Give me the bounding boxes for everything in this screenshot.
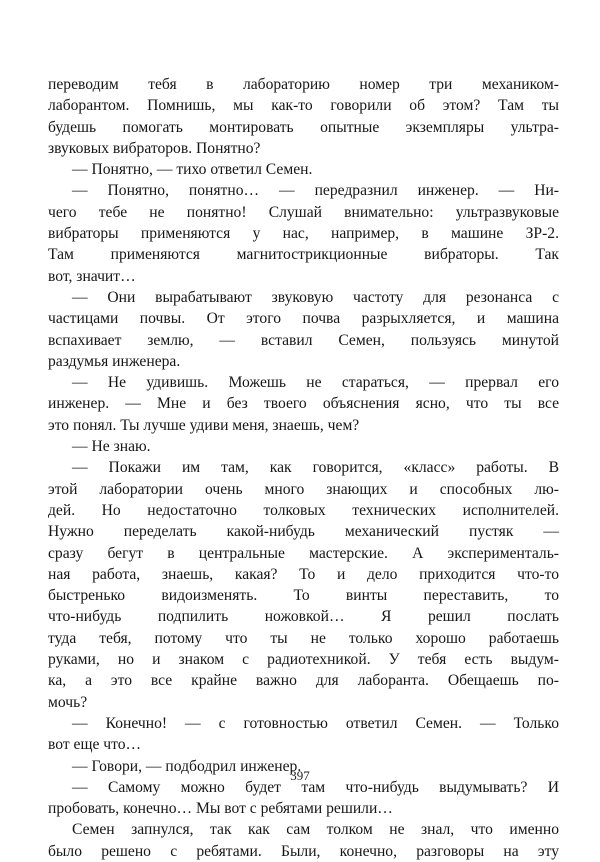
text-line: — Понятно, понятно… — передразнил инженер. — Ни- <box>72 182 559 200</box>
text-line: Там применяются магнитострикционные вибраторы. Так <box>48 246 559 264</box>
text-line: частицами почвы. От этого почва разрыхляется, и машина <box>48 310 559 328</box>
text-line: будешь помогать монтировать опытные экземпляры ультра- <box>48 118 559 136</box>
text-line: Семен запнулся, так как сам толком не знал, что именно <box>72 821 559 839</box>
text-line: переводим тебя в лабораторию номер три механиком- <box>48 76 559 93</box>
text-line: было решено с ребятами. Были, конечно, разговоры на эту <box>48 842 559 860</box>
text-line: быстренько видоизменять. То винты переставить, то <box>48 587 559 605</box>
text-line: — Говори, — подбодрил инженер. <box>72 757 302 775</box>
text-line: руками, но и знаком с радиотехникой. У тебя есть выдум- <box>48 651 559 669</box>
text-line: — Конечно! — с готовностью ответил Семен. — Только <box>72 714 559 732</box>
text-line: инженер. — Мне и без твоего объяснения ясно, что ты все <box>48 395 559 413</box>
page-number: 397 <box>290 768 310 783</box>
text-line: мочь? <box>48 693 88 711</box>
text-line: сразу бегут в центральные мастерские. А эксперименталь- <box>48 544 559 562</box>
text-line: ка, а это все крайне важно для лаборанта. Обещаешь по- <box>48 672 559 690</box>
text-line: Нужно переделать какой-нибудь механический пустяк — <box>48 523 559 541</box>
body-text <box>48 74 559 862</box>
text-line: вибраторы применяются у нас, например, в машине ЗР-2. <box>48 225 559 243</box>
text-line: это понял. Ты лучше удиви меня, знаешь, чем? <box>48 416 360 434</box>
text-line: вот, значит… <box>48 267 136 285</box>
text-line: звуковых вибраторов. Понятно? <box>48 139 261 157</box>
text-line: чего тебе не понятно! Слушай внимательно: ультразвуковые <box>48 203 559 221</box>
text-line: вспахивает землю, — вставил Семен, пользуясь минутой <box>48 331 559 349</box>
text-line: лаборантом. Помнишь, мы как-то говорили об этом? Там ты <box>48 97 559 115</box>
text-line: — Покажи им там, как говорится, «класс» работы. В <box>72 459 559 477</box>
text-line: пробовать, конечно… Мы вот с ребятами решили… <box>48 800 393 818</box>
text-line: — Не удивишь. Можешь не стараться, — прервал его <box>72 374 559 392</box>
text-line: раздумья инженера. <box>48 352 181 370</box>
text-line: — Самому можно будет там что-нибудь выдумывать? И <box>72 778 559 796</box>
text-line: ная работа, знаешь, какая? То и дело приходится что-то <box>48 565 559 583</box>
text-line: — Они вырабатывают звуковую частоту для резонанса с <box>72 288 559 306</box>
text-line: — Понятно, — тихо ответил Семен. <box>72 161 313 179</box>
text-line: — Не знаю. <box>72 438 151 456</box>
text-line: туда тебя, потому что ты не только хорошо работаешь <box>48 629 559 647</box>
text-line: что-нибудь подпилить ножовкой… Я решил послать <box>48 608 559 626</box>
text-line: этой лаборатории очень много знающих и способных лю- <box>48 480 559 498</box>
text-line: дей. Но недостаточно толковых технических исполнителей. <box>48 501 559 519</box>
text-line: вот еще что… <box>48 736 142 754</box>
